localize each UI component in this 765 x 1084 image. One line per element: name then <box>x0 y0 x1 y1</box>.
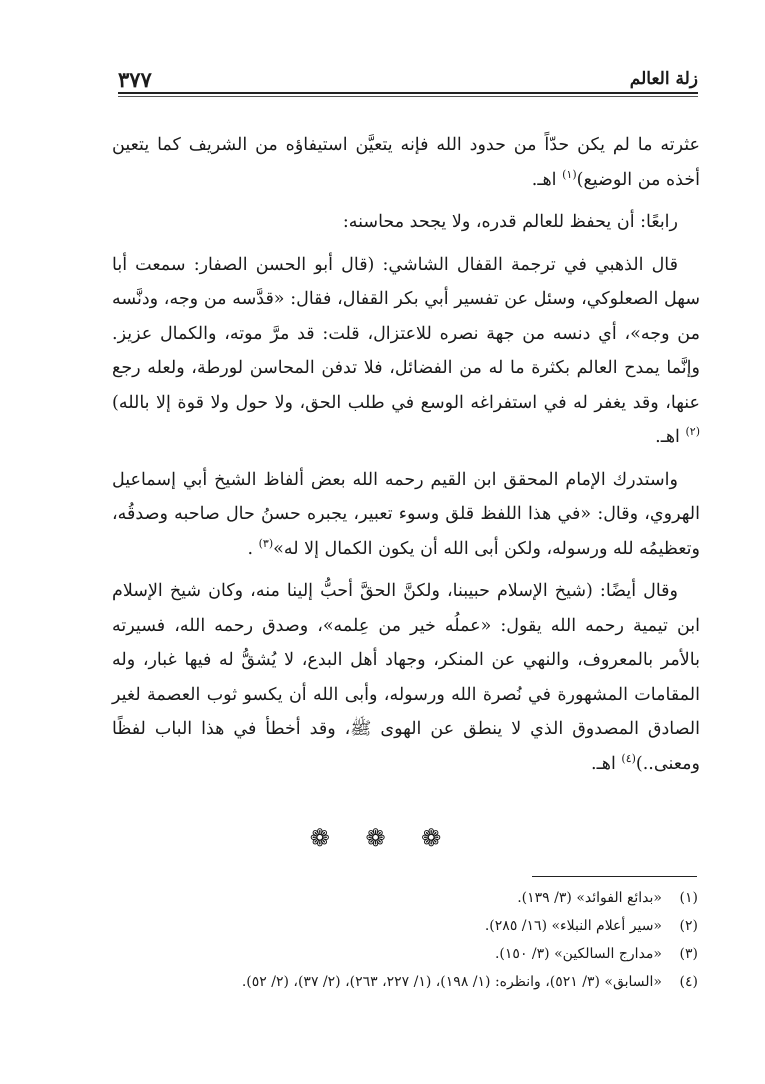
footnote-text: «السابق» (٣/ ٥٢١)، وانظره: (١/ ١٩٨)، (١/ ٢٢٧، ٢٦٣)، (٢/ ٣٧)، (٢/ ٥٢). <box>241 974 662 990</box>
footnote-ref[interactable]: (٣) <box>258 536 274 550</box>
footnote-ref[interactable]: (١) <box>562 167 577 181</box>
footnote-item <box>150 968 698 996</box>
footnote-text: «سير أعلام النبلاء» (١٦/ ٢٨٥). <box>484 918 662 934</box>
paragraph <box>112 128 700 197</box>
paragraph <box>112 248 700 455</box>
footnote-text: «مدارج السالكين» (٣/ ١٥٠). <box>494 946 662 962</box>
body-text <box>112 128 700 781</box>
paragraph-text: قال الذهبي في ترجمة القفال الشاشي: (قال أبو الحسن الصفار: سمعت أبا سهل الصعلوكي، وسئل عن تفسير أبي بكر القفال، فقال: «قدَّسه من وجه، ودنَّسه من وجه»، أي دنسه من جهة نصره للاعتزال، قلت: قد مرَّ موته، والكمال عزيز. وإنَّما يمدح العالم بكثرة ما له من الفضائل، فلا تدفن المحاسن لورطة، ولعله رجع عنها، وقد يغفر له في استفراغه الوسع في طلب الحق، ولا حول ولا قوة إلا بالله) <box>112 254 700 413</box>
footnote-text: «بدائع الفوائد» (٣/ ١٣٩). <box>517 890 662 906</box>
footnotes <box>150 884 698 996</box>
paragraph-text: واستدرك الإمام المحقق ابن القيم رحمه الله بعض ألفاظ الشيخ أبي إسماعيل الهروي، وقال: «في هذا اللفظ قلق وسوء تعبير، يجبره حسنُ حال صاحبه وصدقُه، وتعظيمُه لله ورسوله، ولكن أبى الله أن يكون الكمال إلا له» <box>112 469 700 559</box>
paragraph-text: رابعًا: أن يحفظ للعالم قدره، ولا يجحد محاسنه: <box>342 212 678 232</box>
running-title: زلة العالم <box>629 69 698 89</box>
footnote-ref[interactable]: (٢) <box>685 425 700 439</box>
paragraph-text: عثرته ما لم يكن حدّاً من حدود الله فإنه يتعيَّن استيفاؤه من الشريف كما يتعين أخذه من الوضيع) <box>112 135 700 190</box>
paragraph-text: وقال أيضًا: (شيخ الإسلام حبيبنا، ولكنَّ الحقَّ أحبُّ إلينا منه، وكان شيخ الإسلام ابن تيمية رحمه الله يقول: «عملُه خير من عِلمه»، وصدق رحمه الله، فسيرته بالأمر بالمعروف، والنهي عن المنكر، وجهاد أهل البدع، لا يُشقُّ له فيها غبار، وله المقامات المشهورة في نُصرة الله ورسوله، وأبى الله أن يكسو ثوب العصمة لغير الصادق المصدوق الذي لا ينطق عن الهوى ﷺ، وقد أخطأ في هذا الباب لفظًا ومعنى..) <box>112 581 700 774</box>
paragraph-suffix: اهـ. <box>655 427 686 447</box>
footnote-number: (٢) <box>679 918 698 934</box>
footnote-item <box>150 912 698 940</box>
section-ornament: ❁ ❁ ❁ <box>309 824 456 852</box>
paragraph-suffix: . <box>247 538 259 559</box>
paragraph <box>112 574 700 781</box>
footnote-rule <box>532 876 697 877</box>
paragraph-suffix: اهـ. <box>591 753 622 774</box>
header-rule <box>118 92 698 97</box>
footnote-item <box>150 884 698 912</box>
page-number: ٣٧٧ <box>118 67 152 92</box>
page-header <box>118 58 698 94</box>
footnote-number: (٤) <box>679 974 698 990</box>
paragraph-suffix: اهـ. <box>531 169 563 190</box>
footnote-number: (١) <box>679 890 698 906</box>
paragraph <box>112 463 700 567</box>
footnote-item <box>150 940 698 968</box>
paragraph <box>112 205 700 240</box>
footnote-number: (٣) <box>679 946 698 962</box>
footnote-ref[interactable]: (٤) <box>621 751 636 765</box>
